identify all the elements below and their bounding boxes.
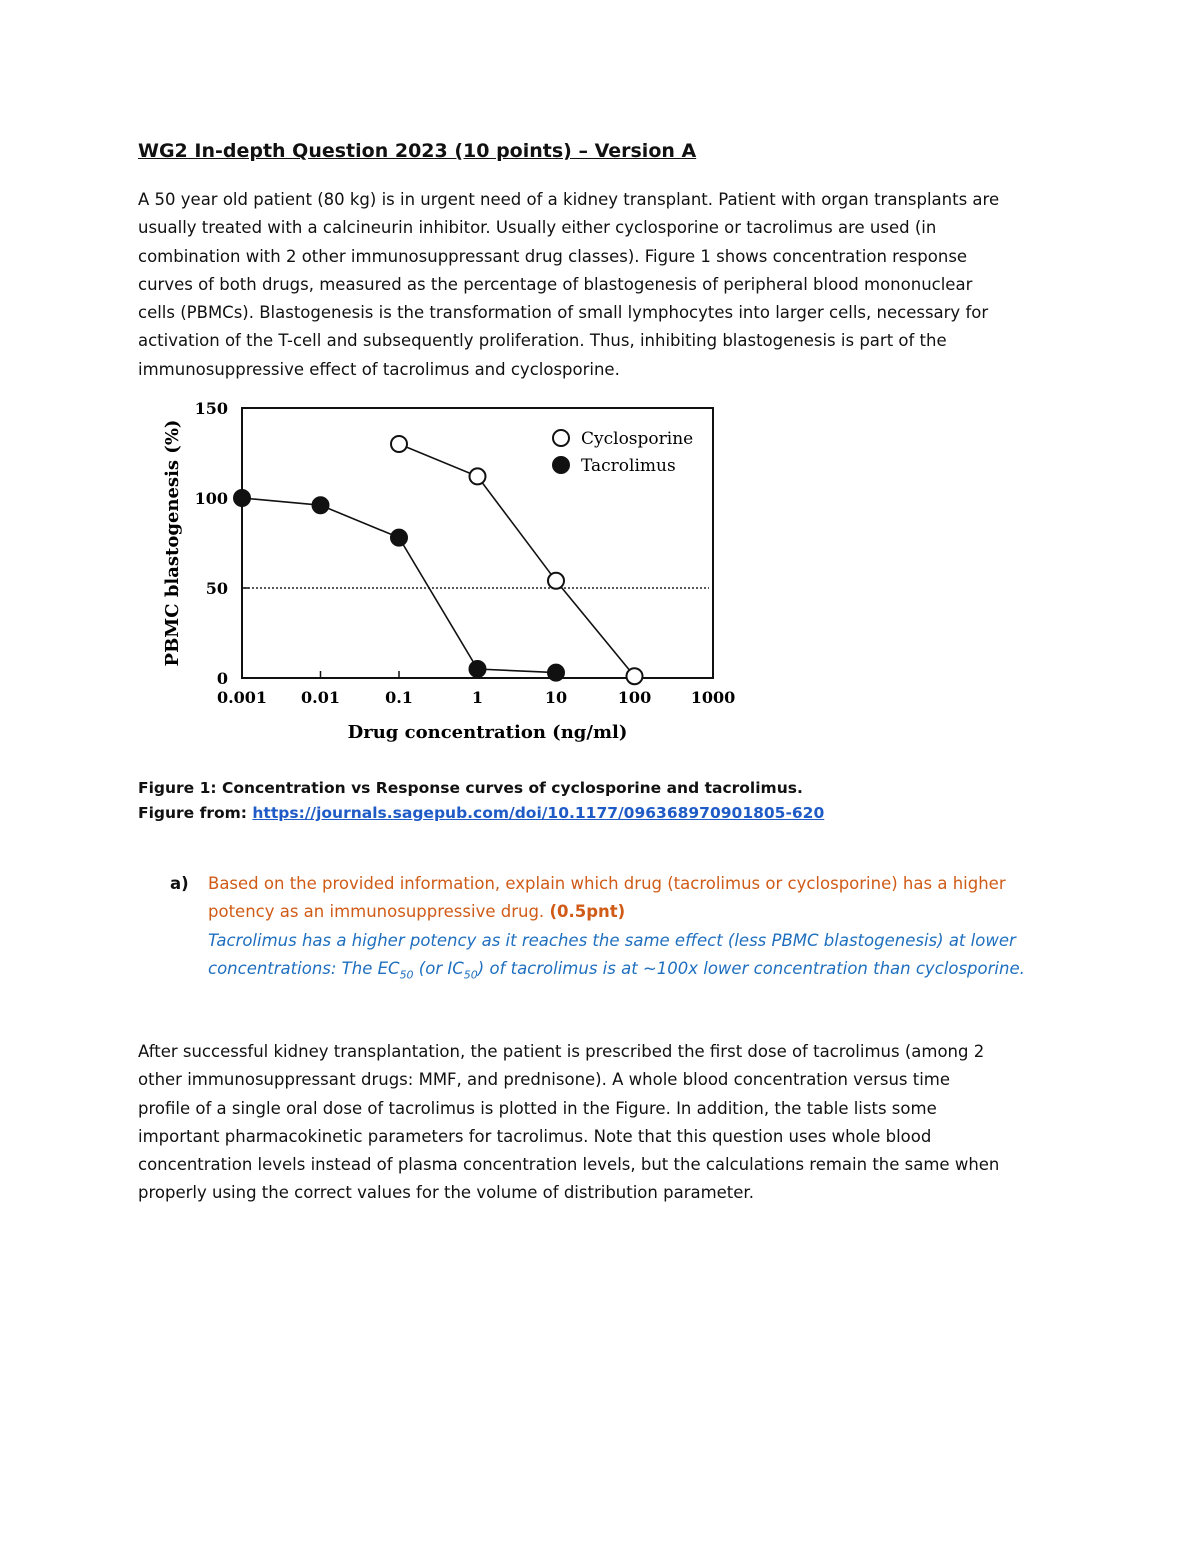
answer-part: ) of tacrolimus is at ~100x lower concentration than cyclosporine. (477, 958, 1025, 978)
data-point-cyclosporine (548, 573, 564, 589)
question-a-text-end: potency as an immunosuppressive drug. (208, 902, 545, 922)
series-line-cyclosporine (399, 444, 635, 676)
intro-line: A 50 year old patient (80 kg) is in urgent need of a kidney transplant. Patient with organ transplants are (138, 190, 1000, 209)
x-axis-label: Drug concentration (ng/ml) (347, 722, 628, 743)
data-point-cyclosporine (627, 668, 643, 684)
intro-line: usually treated with a calcineurin inhibitor. Usually either cyclosporine or tacrolimus are used (in (138, 218, 937, 238)
caption-source-label: Figure from: (138, 804, 247, 822)
data-point-tacrolimus (313, 497, 329, 513)
data-point-tacrolimus (391, 530, 407, 546)
followup-line: other immunosuppressant drugs: MMF, and prednisone). A whole blood concentration versus time (138, 1070, 951, 1090)
series-line-tacrolimus (242, 498, 556, 673)
intro-line: cells (PBMCs). Blastogenesis is the transformation of small lymphocytes into larger cells, necessary for (138, 303, 989, 323)
question-a-label: a) (170, 874, 189, 893)
data-point-tacrolimus (234, 490, 250, 506)
y-axis-label: PBMC blastogenesis (%) (162, 419, 183, 667)
followup-paragraph (138, 1038, 1078, 1208)
followup-line: profile of a single oral dose of tacrolimus is plotted in the Figure. In addition, the table lists some (138, 1098, 937, 1118)
x-tick-label: 100 (617, 688, 652, 707)
caption-source (138, 801, 824, 826)
x-tick-label: 1 (471, 688, 484, 707)
y-tick-label: 100 (194, 489, 228, 508)
followup-line: important pharmacokinetic parameters for tacrolimus. Note that this question uses whole blood (138, 1126, 932, 1146)
figure-1 (150, 392, 750, 757)
question-a-text-line (208, 898, 1088, 926)
data-point-tacrolimus (548, 665, 564, 681)
legend-marker-cyclosporine (553, 430, 569, 446)
intro-line: activation of the T-cell and subsequently proliferation. Thus, inhibiting blastogenesis is part of the (138, 331, 947, 351)
data-point-cyclosporine (391, 436, 407, 452)
page-title: WG2 In-depth Question 2023 (10 points) – Version A (138, 140, 697, 162)
subscript-50: 50 (463, 968, 478, 982)
followup-line: properly using the correct values for the volume of distribution parameter. (138, 1183, 754, 1203)
followup-line: concentration levels instead of plasma concentration levels, but the calculations remain the same when (138, 1155, 1000, 1175)
intro-paragraph (138, 186, 1078, 384)
figure-caption (138, 776, 824, 826)
x-tick-label: 10 (544, 688, 568, 707)
x-tick-label: 1000 (690, 688, 736, 707)
y-tick-label: 150 (194, 399, 228, 418)
intro-line: curves of both drugs, measured as the percentage of blastogenesis of peripheral blood mononuclear (138, 274, 973, 294)
x-tick-label: 0.001 (216, 688, 268, 707)
y-tick-label: 50 (205, 579, 228, 598)
concentration-response-chart (150, 392, 750, 757)
y-tick-label: 0 (216, 669, 228, 688)
intro-line: immunosuppressive effect of tacrolimus and cyclosporine. (138, 359, 620, 379)
legend-marker-tacrolimus (553, 457, 569, 473)
answer-part: (or IC (413, 958, 464, 978)
legend-label-tacrolimus: Tacrolimus (581, 456, 676, 476)
question-a-text-line: Based on the provided information, explain which drug (tacrolimus or cyclosporine) has a higher (208, 874, 1006, 893)
points-badge: (0.5pnt) (549, 902, 626, 922)
subscript-50: 50 (399, 968, 414, 982)
answer-line: Tacrolimus has a higher potency as it reaches the same effect (less PBMC blastogenesis) at lower (208, 930, 1016, 950)
answer-part: concentrations: The EC (208, 958, 400, 978)
x-tick-label: 0.1 (385, 688, 413, 707)
followup-line: After successful kidney transplantation, the patient is prescribed the first dose of tacrolimus (among 2 (138, 1042, 985, 1061)
x-tick-label: 0.01 (301, 688, 340, 707)
data-point-cyclosporine (470, 468, 486, 484)
caption-title: Figure 1: Concentration vs Response curves of cyclosporine and tacrolimus. (138, 779, 803, 797)
source-link[interactable]: https://journals.sagepub.com/doi/10.1177/096368970901805-620 (252, 804, 825, 822)
intro-line: combination with 2 other immunosuppressant drug classes). Figure 1 shows concentration response (138, 246, 968, 266)
question-a-body (208, 870, 1088, 989)
answer-line (208, 955, 1088, 990)
legend-label-cyclosporine: Cyclosporine (581, 429, 694, 449)
data-point-tacrolimus (470, 661, 486, 677)
